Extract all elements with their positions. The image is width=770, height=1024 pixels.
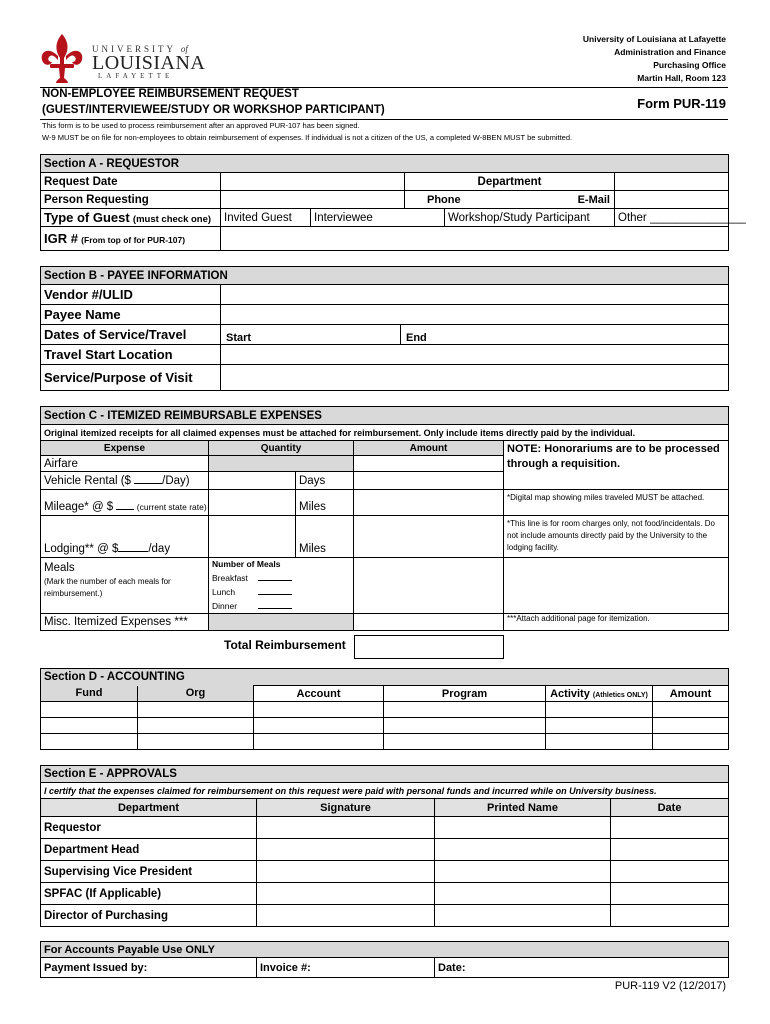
- vendor-field[interactable]: [221, 285, 729, 305]
- email-label: E-Mail: [577, 193, 610, 206]
- section-c-title: Section C - ITEMIZED REIMBURSABLE EXPENSES: [41, 407, 729, 425]
- signature-cell[interactable]: [257, 883, 435, 905]
- col-date: Date: [611, 799, 729, 817]
- payment-issued-by: Payment Issued by:: [41, 958, 257, 978]
- department-label: Department: [405, 173, 615, 191]
- note-line: This form is to be used to process reimbursement after an approved PUR-107 has been signed.: [42, 121, 360, 130]
- col-department: Department: [41, 799, 257, 817]
- payee-field[interactable]: [221, 305, 729, 325]
- breakfast-label: Breakfast: [212, 573, 248, 583]
- meals-blank: [504, 558, 729, 614]
- breakfast-count[interactable]: [258, 571, 292, 581]
- account-cell[interactable]: [254, 718, 384, 734]
- misc-qty-disabled: [209, 614, 354, 631]
- activity-note: (Athletics ONLY): [592, 691, 648, 699]
- travel-start-label: Travel Start Location: [41, 345, 221, 365]
- col-amount-d: Amount: [653, 686, 729, 702]
- program-cell[interactable]: [384, 734, 546, 750]
- certify-statement: I certify that the expenses claimed for reimbursement on this request were paid with personal funds and incurred while on University business.: [41, 783, 729, 799]
- program-cell[interactable]: [384, 702, 546, 718]
- col-org: Org: [138, 686, 254, 702]
- approver-vp: Supervising Vice President: [41, 861, 257, 883]
- receipts-note: Original itemized receipts for all claimed expenses must be attached for reimbursement. Only include items directly paid by the individual.: [41, 425, 729, 441]
- address-line: University of Louisiana at Lafayette: [582, 34, 726, 44]
- activity-cell[interactable]: [546, 718, 653, 734]
- lunch-count[interactable]: [258, 585, 292, 595]
- mileage-amount[interactable]: [354, 490, 504, 516]
- igr-field[interactable]: [221, 227, 729, 251]
- accounting-row: [41, 734, 729, 750]
- approval-row: [41, 883, 729, 905]
- org-cell[interactable]: [138, 734, 254, 750]
- date-cell[interactable]: [611, 861, 729, 883]
- signature-cell[interactable]: [257, 905, 435, 927]
- date-cell[interactable]: [611, 905, 729, 927]
- person-requesting-label: Person Requesting: [41, 191, 221, 209]
- col-activity: Activity: [550, 687, 590, 700]
- dinner-label: Dinner: [212, 601, 238, 611]
- approver-requestor: Requestor: [41, 817, 257, 839]
- meals-cell: [41, 558, 209, 614]
- lodging-note: *This line is for room charges only, not food/incidentals. Do not include amounts directly paid by the University to the lodging facility.: [504, 516, 729, 558]
- lodging-suffix: /day: [148, 543, 171, 555]
- form-title-line1: NON-EMPLOYEE REIMBURSEMENT REQUEST: [42, 88, 299, 100]
- airfare-amount[interactable]: [354, 456, 504, 472]
- mileage-prefix: Mileage* @ $: [44, 501, 117, 513]
- end-label: End: [406, 332, 427, 344]
- vehicle-rental-prefix: Vehicle Rental ($: [44, 474, 135, 487]
- lodging-rate-blank[interactable]: [118, 551, 148, 552]
- invoice-number: Invoice #:: [257, 958, 435, 978]
- title-band: [40, 87, 728, 120]
- address-line: Martin Hall, Room 123: [637, 73, 726, 83]
- attach-note: ***Attach additional page for itemization.: [504, 614, 729, 631]
- meals-amount[interactable]: [354, 558, 504, 614]
- travel-start-field[interactable]: [221, 345, 729, 365]
- col-fund: Fund: [41, 686, 138, 702]
- section-a-table: [40, 154, 746, 251]
- vehicle-rental-label: [41, 472, 209, 490]
- date-cell[interactable]: [611, 817, 729, 839]
- logo-of: of: [180, 44, 188, 54]
- start-date-field[interactable]: [221, 325, 401, 345]
- department-field[interactable]: [615, 173, 729, 191]
- signature-cell[interactable]: [257, 861, 435, 883]
- lodging-amount[interactable]: [354, 516, 504, 558]
- start-label: Start: [226, 332, 252, 344]
- col-amount: Amount: [354, 441, 504, 456]
- col-expense: Expense: [41, 441, 209, 456]
- fund-cell[interactable]: [41, 734, 138, 750]
- section-b-title: Section B - PAYEE INFORMATION: [41, 267, 729, 285]
- mileage-rate-blank[interactable]: [116, 509, 134, 510]
- logo-louisiana: LOUISIANA: [92, 52, 206, 74]
- airfare-label: Airfare: [41, 456, 209, 472]
- fund-cell[interactable]: [41, 702, 138, 718]
- address-block: [583, 33, 726, 85]
- printed-name-cell[interactable]: [435, 883, 611, 905]
- purpose-field[interactable]: [221, 365, 729, 391]
- col-signature: Signature: [257, 799, 435, 817]
- option-workshop[interactable]: Workshop/Study Participant: [445, 209, 615, 227]
- approver-spfac: SPFAC (If Applicable): [41, 883, 257, 905]
- request-date-field[interactable]: [221, 173, 405, 191]
- vehicle-rental-suffix: /Day): [162, 474, 190, 487]
- section-e-table: [40, 765, 729, 927]
- mileage-qty-field[interactable]: [209, 490, 296, 516]
- vehicle-days-field[interactable]: [209, 472, 296, 490]
- printed-name-cell[interactable]: [435, 839, 611, 861]
- amount-cell[interactable]: [653, 702, 729, 718]
- logo-university: UNIVERSITY: [92, 44, 176, 54]
- person-requesting-field[interactable]: [221, 191, 405, 209]
- type-of-guest-label: Type of Guest: [44, 210, 130, 225]
- printed-name-cell[interactable]: [435, 861, 611, 883]
- section-a-title: Section A - REQUESTOR: [41, 155, 729, 173]
- note-line: W-9 MUST be on file for non-employees to obtain reimbursement of expenses. If individual is not a citizen of the US, a completed W-8BEN MUST be submitted.: [42, 133, 573, 142]
- mileage-label: [41, 490, 209, 516]
- vehicle-rate-blank[interactable]: [134, 483, 162, 484]
- lodging-prefix: Lodging** @ $: [44, 543, 119, 555]
- section-b-table: [40, 266, 729, 391]
- section-d-title: Section D - ACCOUNTING: [41, 669, 729, 686]
- signature-cell[interactable]: [257, 817, 435, 839]
- option-other[interactable]: Other _______________: [615, 209, 729, 227]
- accounting-row: [41, 702, 729, 718]
- address-line: Administration and Finance: [614, 47, 726, 57]
- igr-label: IGR #: [44, 231, 78, 246]
- approval-row: [41, 861, 729, 883]
- ap-title: For Accounts Payable Use ONLY: [41, 942, 729, 958]
- ap-date: Date:: [435, 958, 729, 978]
- form-number: Form PUR-119: [637, 96, 726, 111]
- meals-count-cell: [209, 558, 354, 614]
- email-field[interactable]: [615, 191, 729, 209]
- approval-row: [41, 817, 729, 839]
- misc-label: Misc. Itemized Expenses ***: [41, 614, 209, 631]
- activity-cell[interactable]: [546, 734, 653, 750]
- lodging-miles-label: Miles: [296, 516, 354, 558]
- vendor-label: Vendor #/ULID: [41, 285, 221, 305]
- number-of-meals-label: Number of Meals: [212, 559, 281, 569]
- logo-lafayette: LAFAYETTE: [98, 72, 174, 80]
- col-account: Account: [254, 686, 384, 702]
- form-version-footer: PUR-119 V2 (12/2017): [614, 980, 726, 992]
- printed-name-cell[interactable]: [435, 905, 611, 927]
- phone-label: Phone: [427, 193, 461, 206]
- logo-wordmark: [92, 44, 206, 80]
- misc-amount[interactable]: [354, 614, 504, 631]
- mileage-suffix: (current state rate): [134, 502, 207, 512]
- honoraria-note: NOTE: Honorariums are to be processed through a requisition.: [504, 441, 729, 490]
- program-cell[interactable]: [384, 718, 546, 734]
- approver-purchasing: Director of Purchasing: [41, 905, 257, 927]
- amount-cell[interactable]: [653, 718, 729, 734]
- map-note: *Digital map showing miles traveled MUST be attached.: [504, 490, 729, 516]
- lunch-label: Lunch: [212, 587, 236, 597]
- org-cell[interactable]: [138, 718, 254, 734]
- total-label: Total Reimbursement: [224, 638, 346, 652]
- miles-label: Miles: [296, 490, 354, 516]
- lodging-label: [41, 516, 209, 558]
- vehicle-amount[interactable]: [354, 472, 504, 490]
- igr-note: (From top of for PUR-107): [81, 235, 186, 245]
- dates-label: Dates of Service/Travel: [41, 325, 221, 345]
- fleur-de-lis-logo-icon: [38, 32, 86, 84]
- days-label: Days: [296, 472, 354, 490]
- accounts-payable-table: [40, 941, 729, 978]
- activity-cell[interactable]: [546, 702, 653, 718]
- accounting-row: [41, 718, 729, 734]
- signature-cell[interactable]: [257, 839, 435, 861]
- approver-department-head: Department Head: [41, 839, 257, 861]
- section-d-table: [40, 668, 729, 750]
- approval-row: [41, 839, 729, 861]
- date-cell[interactable]: [611, 883, 729, 905]
- amount-cell[interactable]: [653, 734, 729, 750]
- account-cell[interactable]: [254, 702, 384, 718]
- col-program: Program: [384, 686, 546, 702]
- meals-note: (Mark the number of each meals for reimbursement.): [44, 577, 171, 598]
- airfare-qty-disabled: [209, 456, 354, 472]
- printed-name-cell[interactable]: [435, 817, 611, 839]
- col-printed-name: Printed Name: [435, 799, 611, 817]
- fund-cell[interactable]: [41, 718, 138, 734]
- option-interviewee[interactable]: Interviewee: [311, 209, 445, 227]
- meals-label: Meals: [44, 562, 75, 574]
- section-e-title: Section E - APPROVALS: [41, 766, 729, 783]
- request-date-label: Request Date: [41, 173, 221, 191]
- purpose-label: Service/Purpose of Visit: [41, 365, 221, 391]
- end-date-field[interactable]: [401, 325, 729, 345]
- payee-label: Payee Name: [41, 305, 221, 325]
- org-cell[interactable]: [138, 702, 254, 718]
- option-invited-guest[interactable]: Invited Guest: [221, 209, 311, 227]
- section-c-table: [40, 406, 729, 631]
- col-quantity: Quantity: [209, 441, 354, 456]
- dinner-count[interactable]: [258, 599, 292, 609]
- approval-row: [41, 905, 729, 927]
- date-cell[interactable]: [611, 839, 729, 861]
- address-line: Purchasing Office: [653, 60, 726, 70]
- total-amount-field[interactable]: [354, 635, 504, 659]
- must-check-note: (must check one): [132, 214, 212, 225]
- form-title-line2: (GUEST/INTERVIEWEE/STUDY OR WORKSHOP PARTICIPANT): [42, 104, 385, 116]
- account-cell[interactable]: [254, 734, 384, 750]
- lodging-qty-field[interactable]: [209, 516, 296, 558]
